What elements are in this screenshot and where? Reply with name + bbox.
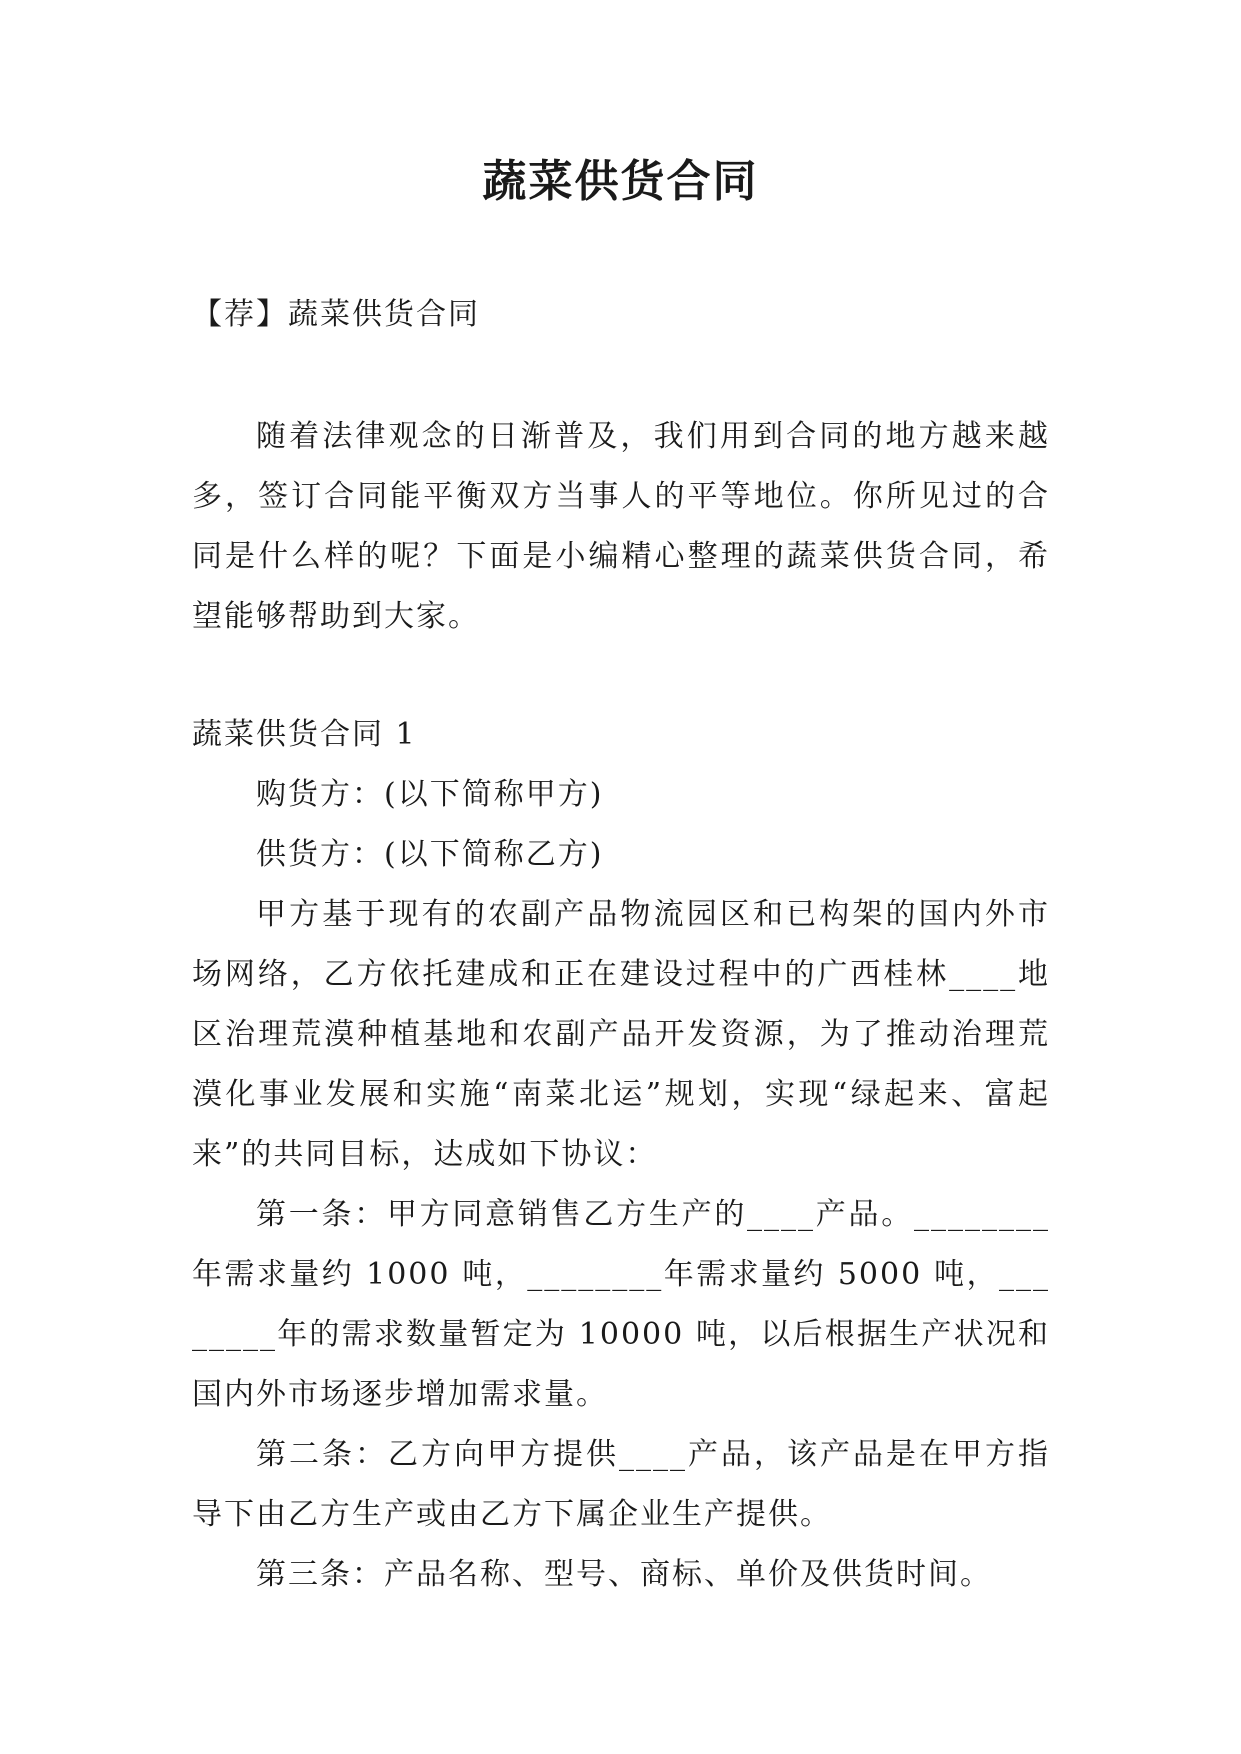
document-body: [192, 285, 1050, 1605]
preamble-paragraph: 甲方基于现有的农副产品物流园区和已构架的国内外市场网络，乙方依托建成和正在建设过程中的广西桂林____地区治理荒漠种植基地和农副产品开发资源，为了推动治理荒漠化事业发展和实施“南菜北运”规划，实现“绿起来、富起来”的共同目标，达成如下协议：: [192, 897, 1050, 1172]
intro-paragraph: 随着法律观念的日渐普及，我们用到合同的地方越来越多，签订合同能平衡双方当事人的平等地位。你所见过的合同是什么样的呢？下面是小编精心整理的蔬菜供货合同，希望能够帮助到大家。: [192, 419, 1050, 634]
supplier-line: 供货方：(以下简称乙方): [256, 837, 604, 872]
article-1: 第一条：甲方同意销售乙方生产的____产品。________年需求量约 1000 吨，________年需求量约 5000 吨，________年的需求数量暂定为 10000 吨，以后根据生产状况和国内外市场逐步增加需求量。: [192, 1197, 1050, 1412]
article-2: 第二条：乙方向甲方提供____产品，该产品是在甲方指导下由乙方生产或由乙方下属企业生产提供。: [192, 1437, 1050, 1532]
document-title: 蔬菜供货合同: [482, 156, 759, 207]
contract-heading: 蔬菜供货合同 1: [192, 717, 417, 752]
recommend-line: 【荐】蔬菜供货合同: [192, 297, 480, 332]
buyer-line: 购货方：(以下简称甲方): [256, 777, 604, 812]
article-3: 第三条：产品名称、型号、商标、单价及供货时间。: [256, 1557, 992, 1592]
